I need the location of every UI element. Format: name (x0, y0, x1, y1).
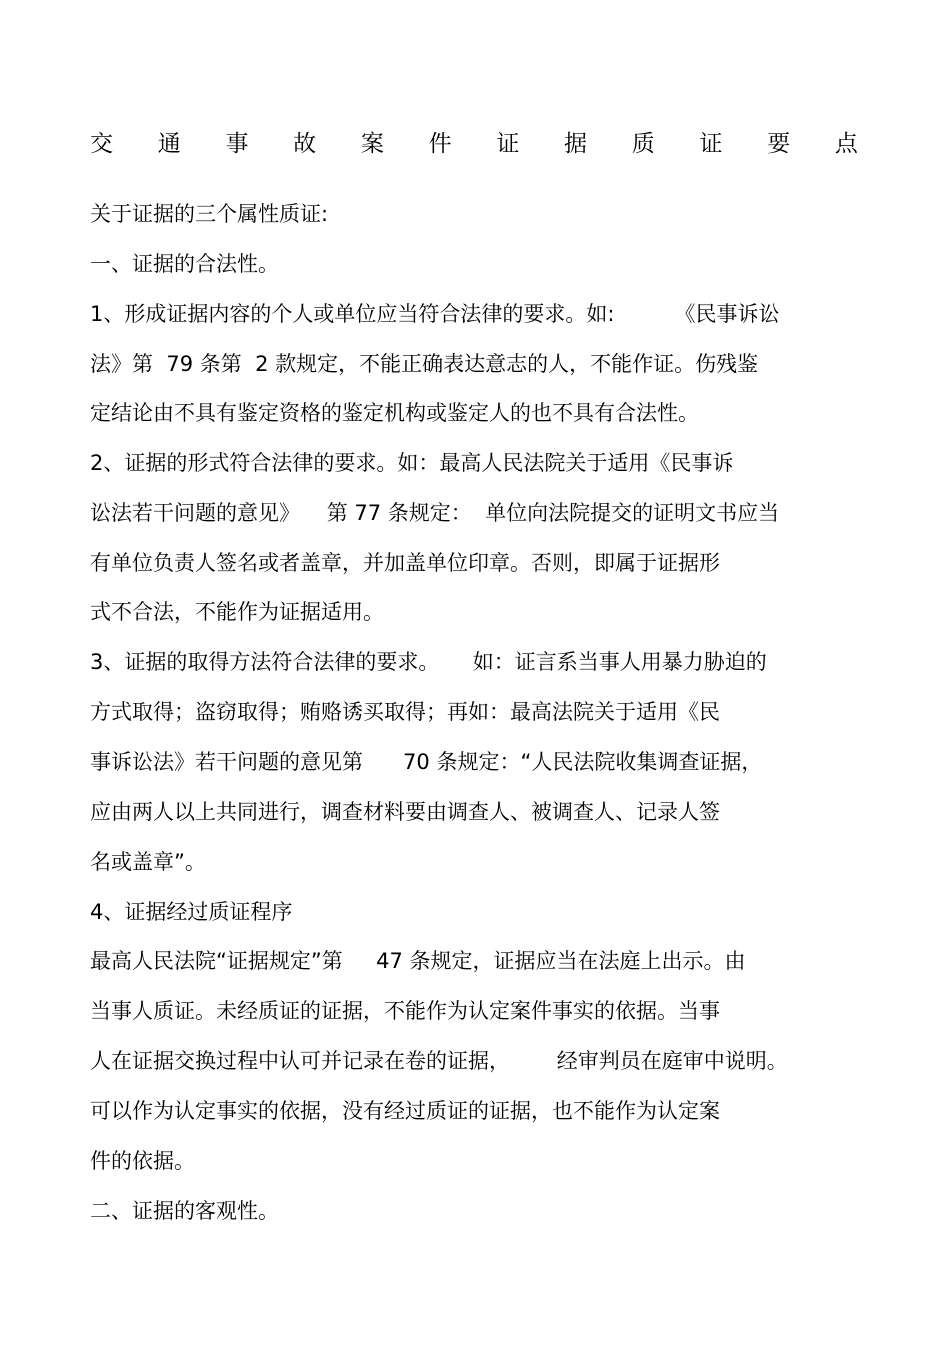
title-char: 据 (564, 131, 588, 157)
intro-heading: 关于证据的三个属性质证: (90, 202, 329, 226)
title-char: 点 (834, 131, 858, 157)
body-line: 名或盖章”。 (90, 850, 206, 874)
section-heading-legality: 一、证据的合法性。 (90, 252, 279, 276)
title-char: 故 (293, 131, 317, 157)
document-title (90, 126, 858, 162)
title-char: 交 (90, 131, 113, 157)
body-line: 当事人质证。未经质证的证据，不能作为认定案件事实的依据。当事 (90, 999, 720, 1023)
section-heading-objectivity: 二、证据的客观性。 (90, 1199, 279, 1223)
body-line: 式不合法，不能作为证据适用。 (90, 600, 384, 624)
body-line: 2、证据的形式符合法律的要求。如：最高人民法院关于适用《民事诉 (90, 451, 734, 475)
body-line: 方式取得；盗窃取得；贿赂诱买取得；再如：最高法院关于适用《民 (90, 700, 720, 724)
body-line: 有单位负责人签名或者盖章，并加盖单位印章。否则，即属于证据形 (90, 551, 720, 575)
title-char: 质 (631, 131, 655, 157)
body-line: 定结论由不具有鉴定资格的鉴定机构或鉴定人的也不具有合法性。 (90, 401, 699, 425)
body-line: 3、证据的取得方法符合法律的要求。 如：证言系当事人用暴力胁迫的 (90, 650, 767, 674)
subsection-heading: 4、证据经过质证程序 (90, 900, 293, 924)
body-line: 讼法若干问题的意见》 第 77 条规定： 单位向法院提交的证明文书应当 (90, 501, 780, 525)
body-line: 可以作为认定事实的依据，没有经过质证的证据，也不能作为认定案 (90, 1099, 720, 1123)
title-char: 通 (157, 131, 181, 157)
body-line: 1、形成证据内容的个人或单位应当符合法律的要求。如: 《民事诉讼 (90, 302, 780, 326)
body-line: 件的依据。 (90, 1149, 195, 1173)
title-char: 证 (699, 131, 723, 157)
title-char: 事 (225, 131, 249, 157)
body-line: 人在证据交换过程中认可并记录在卷的证据， 经审判员在庭审中说明。 (90, 1049, 788, 1073)
body-line: 最高人民法院“证据规定”第 47 条规定，证据应当在法庭上出示。由 (90, 949, 746, 973)
title-char: 案 (360, 131, 384, 157)
body-line: 事诉讼法》若干问题的意见第 70 条规定：“人民法院收集调查证据， (90, 750, 763, 774)
body-line: 应由两人以上共同进行，调查材料要由调查人、被调查人、记录人签 (90, 800, 720, 824)
title-char: 要 (767, 131, 791, 157)
title-char: 件 (428, 131, 452, 157)
title-char: 证 (496, 131, 520, 157)
body-line: 法》第 79 条第 2 款规定，不能正确表达意志的人，不能作证。伤残鉴 (90, 352, 759, 376)
